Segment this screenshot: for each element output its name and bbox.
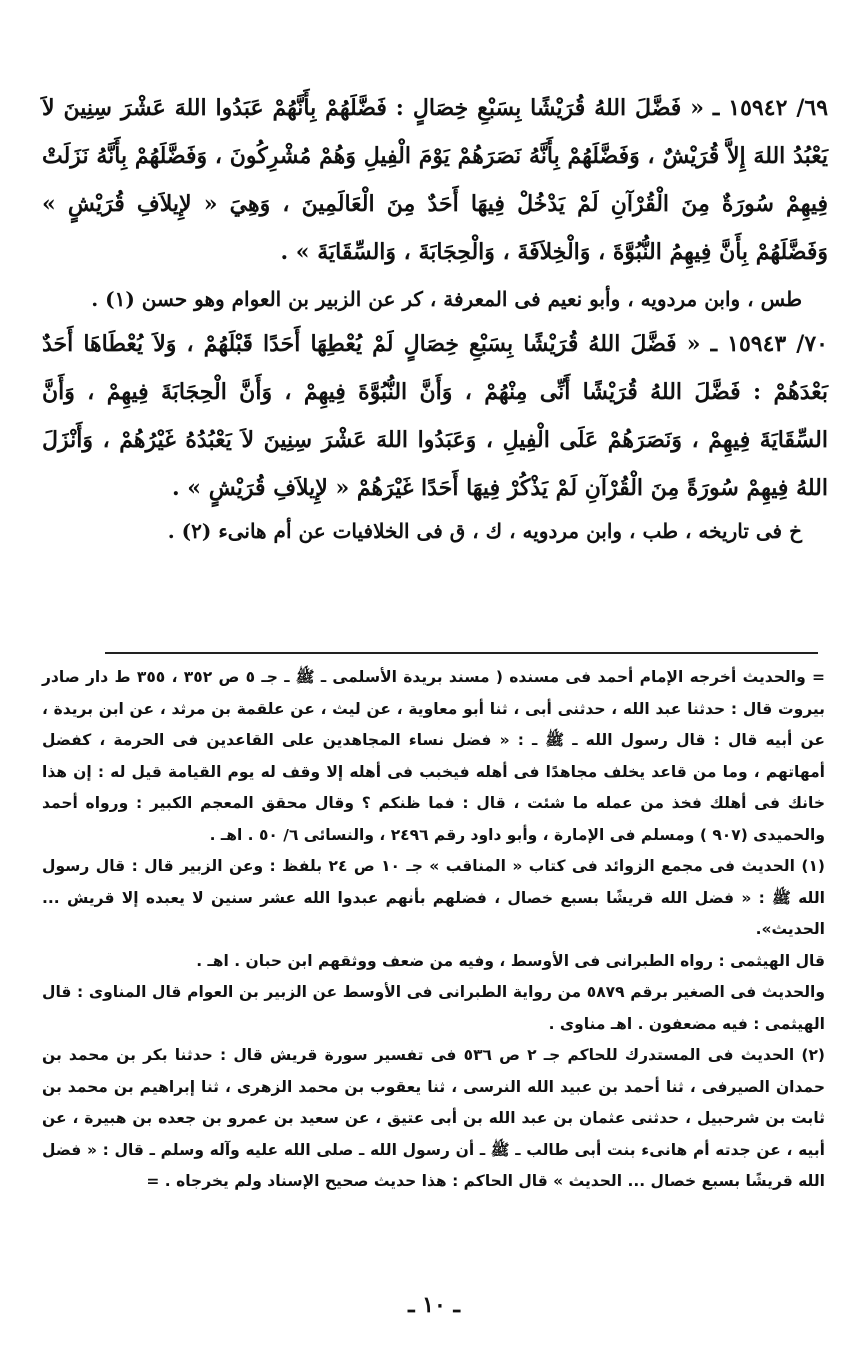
footnote-1-saghir: والحديث فى الصغير برقم ٥٨٧٩ من رواية الطبرانى فى الأوسط عن الزبير بن العوام قال المناوى : قال الهيثمى : فيه مضعفون . اهـ مناوى . bbox=[42, 983, 825, 1033]
main-text bbox=[42, 84, 828, 548]
footnote-continuation: = والحديث أخرجه الإمام أحمد فى مسنده ( مسند بريدة الأسلمى ـ ﷺ ـ جـ ٥ ص ٣٥٢ ، ٣٥٥ ط دار صادر بيروت قال : حدثنا عبد الله ، حدثنى أبى ، ثنا أبو معاوية ، عن ليث ، عن علقمة بن مرثد ، عن ابن بريدة ، عن أبيه قال : قال رسول الله ـ ﷺ ـ : « فضل نساء المجاهدين على القاعدين فى الحرمة ، كفضل أمهاتهم ، وما من قاعد يخلف مجاهدًا فى أهله فيخبب فى أهله إلا وقف له يوم القيامة قيل له : إن هذا خانك فى أهلك فخذ من عمله ما شئت ، قال : فما ظنكم ؟ وقال محقق المعجم الكبير : ورواه أحمد والحميدى (٩٠٧ ) ومسلم فى الإمارة ، وأبو داود رقم ٢٤٩٦ ، والنسائى ٦/ ٥٠ . اهـ . bbox=[42, 668, 825, 844]
hadith-69: ٦٩/ ١٥٩٤٢ ـ « فَضَّلَ اللهُ قُرَيْشًا بِسَبْعِ خِصَالٍ : فَضَّلَهُمْ بِأَنَّهُمْ عَبَدُوا اللهَ عَشْرَ سِنِينَ لاَ يَعْبُدُ اللهَ إِلاَّ قُرَيْشٌ ، وَفَضَّلَهُمْ بِأَنَّهُ نَصَرَهُمْ يَوْمَ الْفِيلِ وَهُمْ مُشْرِكُونَ ، وَفَضَّلَهُمْ بِأَنَّهُ نَزَلَتْ فِيهِمْ سُورَةٌ مِنَ الْقُرْآنِ لَمْ يَدْخُلْ فِيهَا أَحَدٌ مِنَ الْعَالَمِينَ ، وَهِيَ « لإِيلاَفِ قُرَيْشٍ » وَفَضَّلَهُمْ بِأَنَّ فِيهِمُ النُّبُوَّةَ ، وَالْخِلاَفَةَ ، وَالْحِجَابَةَ ، وَالسِّقَايَةَ » . bbox=[42, 95, 829, 265]
source-70: خ فى تاريخه ، طب ، وابن مردويه ، ك ، ق فى الخلافيات عن أم هانىء (٢) . bbox=[167, 519, 802, 543]
source-69: طس ، وابن مردويه ، وأبو نعيم فى المعرفة ، كر عن الزبير بن العوام وهو حسن (١) . bbox=[91, 287, 802, 311]
footnote-1: (١) الحديث فى مجمع الزوائد فى كتاب « المناقب » جـ ١٠ ص ٢٤ بلفظ : وعن الزبير قال : قال رسول الله ﷺ : « فضل الله قريشًا بسبع خصال ، فضلهم بأنهم عبدوا الله عشر سنين لا يعبده إلا قريش ... الحديث». bbox=[42, 857, 825, 938]
footnote-2: (٢) الحديث فى المستدرك للحاكم جـ ٢ ص ٥٣٦ فى تفسير سورة قريش قال : حدثنا بكر بن محمد بن حمدان الصيرفى ، ثنا أحمد بن عبيد الله النرسى ، ثنا يعقوب بن محمد الزهرى ، ثنا إبراهيم بن محمد بن ثابت بن شرحبيل ، حدثنى عثمان بن عبد الله بن أبى عتيق ، عن سعيد بن عمرو بن جعده بن هبيرة ، عن أبيه ، عن جدته أم هانىء بنت أبى طالب ـ ﷺ ـ أن رسول الله ـ صلى الله عليه وآله وسلم ـ قال : « فضل الله قريشًا بسبع خصال ... الحديث » قال الحاكم : هذا حديث صحيح الإسناد ولم يخرجاه . = bbox=[42, 1046, 825, 1190]
hadith-70: ٧٠/ ١٥٩٤٣ ـ « فَضَّلَ اللهُ قُرَيْشًا بِسَبْعِ خِصَالٍ لَمْ يُعْطِهَا أَحَدًا قَبْلَهُمْ ، وَلاَ يُعْطَاهَا أَحَدٌ بَعْدَهُمْ : فَضَّلَ اللهُ قُرَيْشًا أَنِّى مِنْهُمْ ، وَأَنَّ النُّبُوَّةَ فِيهِمْ ، وَأَنَّ الْحِجَابَةَ فِيهِمْ ، وَأَنَّ السِّقَايَةَ فِيهِمْ ، وَنَصَرَهُمْ عَلَى الْفِيلِ ، وَعَبَدُوا اللهَ عَشْرَ سِنِينَ لاَ يَعْبُدُهُ غَيْرُهُمْ ، وَأَنْزَلَ اللهُ فِيهِمْ سُورَةً مِنَ الْقُرْآنِ لَمْ يَذْكُرْ فِيهَا أَحَدًا غَيْرَهُمْ « لإِيلاَفِ قُرَيْشٍ » . bbox=[42, 331, 828, 501]
page-number: ـ ١٠ ـ bbox=[408, 1292, 460, 1318]
footnotes bbox=[42, 662, 825, 1198]
footnote-1-haythami: قال الهيثمى : رواه الطبرانى فى الأوسط ، وفيه من ضعف ووثقهم ابن حبان . اهـ . bbox=[196, 951, 825, 970]
footnote-divider bbox=[105, 652, 818, 654]
